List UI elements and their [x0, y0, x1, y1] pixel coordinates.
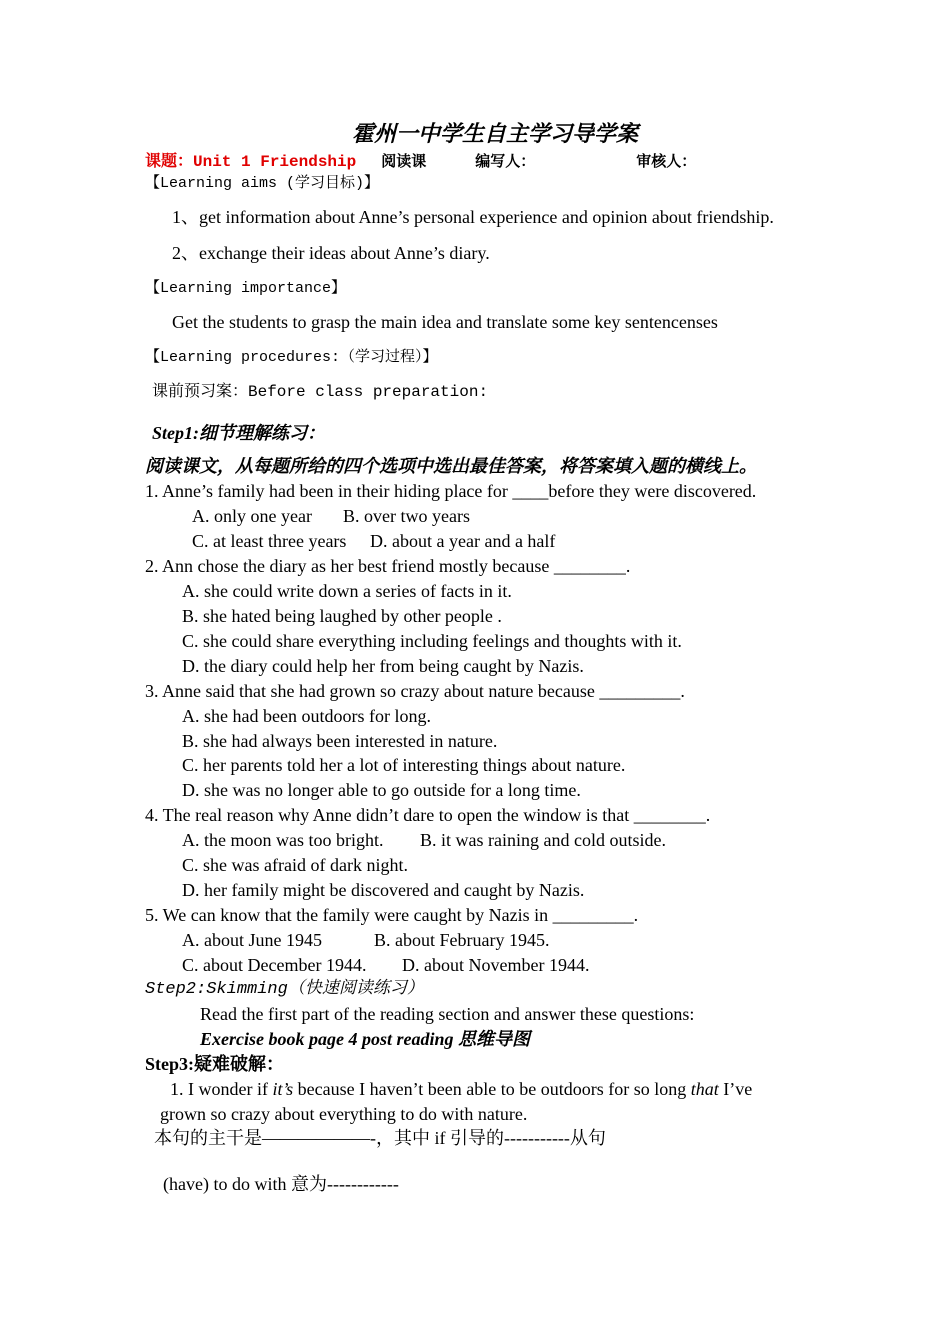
- question-4-option-d: D. her family might be discovered and caught by Nazis.: [182, 880, 585, 900]
- step3-sentence: [170, 1077, 752, 1101]
- procedures-heading: 【Learning procedures:（学习过程）】: [145, 349, 438, 366]
- question-2-option-a: A. she could write down a series of facts in it.: [182, 581, 512, 601]
- step3-note-1: 本句的主干是——————-，其中 if 引导的-----------从句: [154, 1128, 606, 1148]
- question-1-option-c: C. at least three years: [192, 531, 347, 551]
- sentence-part: I’ve: [718, 1079, 753, 1099]
- course-label: 课题：Unit 1 Friendship: [145, 153, 357, 171]
- question-5-option-a: A. about June 1945: [182, 930, 322, 950]
- question-1-option-b: B. over two years: [343, 506, 470, 526]
- question-4-option-c: C. she was afraid of dark night.: [182, 855, 408, 875]
- step3-note-2: (have) to do with 意为------------: [163, 1174, 399, 1194]
- importance-text: Get the students to grasp the main idea and translate some key sentencenses: [172, 312, 718, 332]
- question-3-option-c: C. her parents told her a lot of interesting things about nature.: [182, 755, 626, 775]
- question-5-option-d: D. about November 1944.: [402, 955, 590, 975]
- question-1-option-d: D. about a year and a half: [370, 531, 556, 551]
- page-title: 霍州一中学生自主学习导学案: [352, 121, 639, 146]
- author-label: 编写人：: [475, 152, 536, 170]
- importance-heading: 【Learning importance】: [145, 280, 347, 297]
- question-2-option-d: D. the diary could help her from being caught by Nazis.: [182, 656, 584, 676]
- lesson-type: 阅读课: [381, 152, 427, 170]
- question-3-option-a: A. she had been outdoors for long.: [182, 706, 431, 726]
- preview-label: 课前预习案：Before class preparation:: [152, 383, 489, 401]
- aim-item-2: 2、exchange their ideas about Anne’s diary.: [172, 243, 490, 263]
- aim-item-1: 1、get information about Anne’s personal experience and opinion about friendship.: [172, 207, 774, 227]
- question-5-option-c: C. about December 1944.: [182, 955, 367, 975]
- question-5-option-b: B. about February 1945.: [374, 930, 550, 950]
- question-2-option-b: B. she hated being laughed by other people .: [182, 606, 502, 626]
- step2-heading: Step2:Skimming（快速阅读练习）: [145, 980, 424, 999]
- question-3-stem: 3. Anne said that she had grown so crazy about nature because _________.: [145, 681, 685, 701]
- question-3-option-d: D. she was no longer able to go outside for a long time.: [182, 780, 581, 800]
- question-2-stem: 2. Ann chose the diary as her best friend mostly because ________.: [145, 556, 631, 576]
- question-4-option-a: A. the moon was too bright.: [182, 830, 384, 850]
- reviewer-label: 审核人：: [636, 152, 697, 170]
- question-5-stem: 5. We can know that the family were caught by Nazis in _________.: [145, 905, 639, 925]
- question-1-option-a: A. only one year: [192, 506, 312, 526]
- sentence-that: that: [690, 1079, 719, 1099]
- sentence-its: it’s: [272, 1079, 294, 1099]
- step1-instruction: 阅读课文，从每题所给的四个选项中选出最佳答案，将答案填入题的横线上。: [145, 456, 757, 476]
- step2-exercise: Exercise book page 4 post reading 思维导图: [200, 1029, 530, 1049]
- step3-sentence-line2: grown so crazy about everything to do with nature.: [160, 1104, 528, 1124]
- question-2-option-c: C. she could share everything including feelings and thoughts with it.: [182, 631, 682, 651]
- question-4-stem: 4. The real reason why Anne didn’t dare to open the window is that ________.: [145, 805, 711, 825]
- aims-heading: 【Learning aims (学习目标)】: [145, 175, 380, 192]
- step1-heading: Step1:细节理解练习：: [152, 423, 325, 443]
- step3-heading: Step3:疑难破解：: [145, 1054, 284, 1074]
- question-1-stem: 1. Anne’s family had been in their hiding place for ____before they were discovered.: [145, 481, 757, 501]
- sentence-part: because I haven’t been able to be outdoors for so long: [293, 1079, 691, 1099]
- sentence-part: 1. I wonder if: [170, 1079, 273, 1099]
- question-3-option-b: B. she had always been interested in nature.: [182, 731, 498, 751]
- question-4-option-b: B. it was raining and cold outside.: [420, 830, 666, 850]
- step2-text: Read the first part of the reading section and answer these questions:: [200, 1004, 695, 1024]
- header-row: [145, 148, 696, 174]
